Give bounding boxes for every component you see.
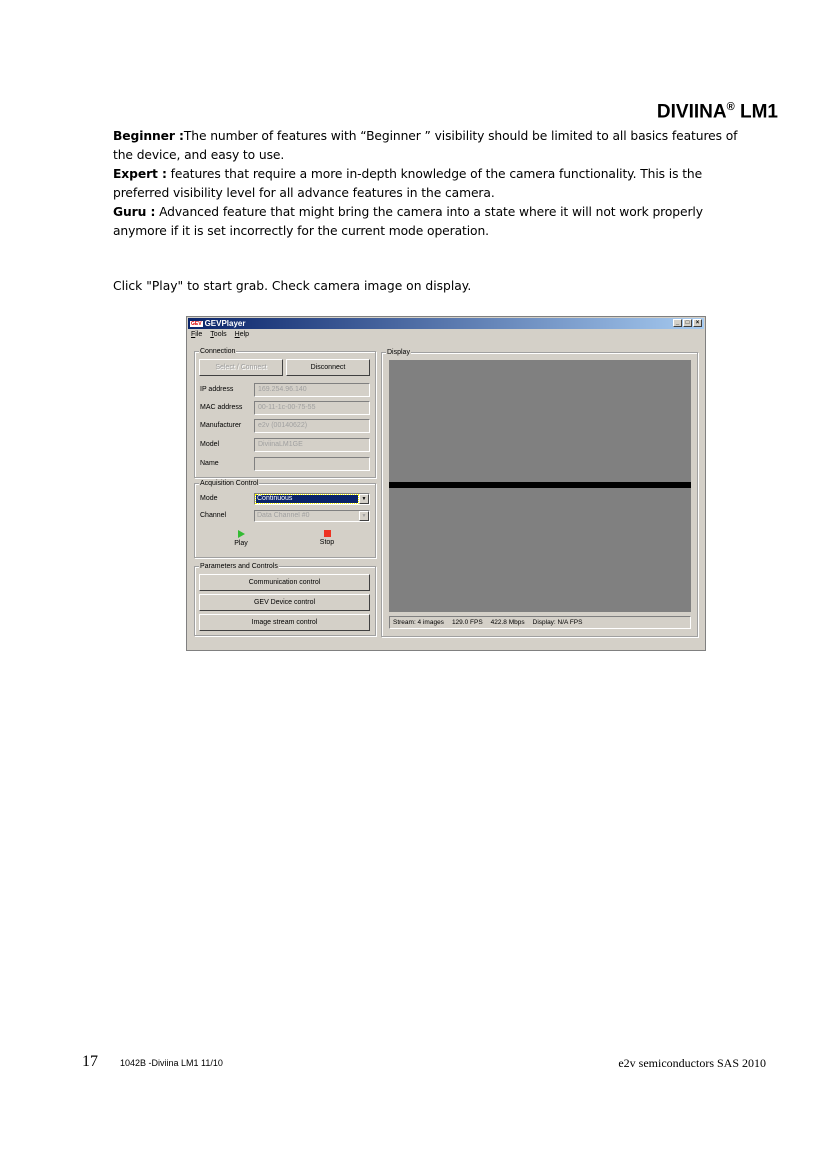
ip-address-label: IP address: [200, 386, 234, 393]
menu-tools[interactable]: Tools: [210, 331, 227, 338]
camera-line-image: [389, 482, 691, 488]
document-title: [657, 101, 778, 123]
paragraph-expert: [113, 165, 773, 203]
name-label: Name: [200, 460, 219, 467]
display-fps: Display: N/A FPS: [532, 619, 583, 626]
app-logo-icon: GEV: [191, 320, 202, 327]
title-text: DIVIINA: [656, 101, 727, 123]
close-button[interactable]: ×: [693, 319, 702, 327]
play-button[interactable]: [226, 530, 256, 547]
select-connect-button[interactable]: Select / Connect: [199, 359, 283, 376]
chevron-down-icon[interactable]: ▼: [359, 494, 369, 504]
parameters-controls-group: [194, 563, 376, 636]
manufacturer-label: Manufacturer: [200, 422, 242, 429]
paragraph-text: The number of features with “Beginner ” visibility should be limited to all basics features of: [183, 129, 738, 143]
play-icon: [238, 530, 245, 538]
acquisition-control-group: [194, 480, 376, 558]
name-field[interactable]: [254, 457, 370, 471]
window-title: GEVPlayer: [204, 319, 246, 328]
channel-select[interactable]: [254, 510, 370, 522]
stop-label: Stop: [319, 539, 335, 546]
copyright: e2v semiconductors SAS 2010: [618, 1056, 766, 1070]
channel-value: Data Channel #0: [257, 512, 310, 519]
mac-address-label: MAC address: [200, 404, 243, 411]
paragraph-beginner: [113, 127, 773, 165]
term-beginner: Beginner :: [113, 129, 184, 143]
page-number: 17: [82, 1053, 98, 1070]
stop-icon: [324, 530, 331, 537]
gev-device-control-button[interactable]: GEV Device control: [199, 594, 370, 611]
registered-mark: ®: [726, 101, 735, 113]
mac-address-field[interactable]: 00-11-1c-00-75-55: [254, 401, 370, 415]
mode-label: Mode: [200, 495, 218, 502]
mode-select[interactable]: [254, 493, 370, 505]
camera-image-display[interactable]: [389, 360, 691, 612]
menu-help[interactable]: Help: [234, 331, 250, 338]
manufacturer-field[interactable]: e2v (00140622): [254, 419, 370, 433]
term-guru: Guru :: [113, 205, 156, 219]
gevplayer-window: [186, 316, 706, 651]
communication-control-button[interactable]: Communication control: [199, 574, 370, 591]
paragraph-text: features that require a more in-depth knowledge of the camera functionality. This is the: [166, 167, 703, 181]
stop-button[interactable]: [312, 530, 342, 546]
model-field[interactable]: DiviinaLM1GE: [254, 438, 370, 452]
title-suffix: LM1: [734, 101, 778, 123]
connection-group-label: Connection: [200, 348, 236, 355]
stream-count: Stream: 4 images: [393, 619, 444, 626]
chevron-down-icon[interactable]: ▼: [359, 511, 369, 521]
document-reference: 1042B -Diviina LM1 11/10: [120, 1058, 223, 1068]
stream-fps: 129.0 FPS: [451, 619, 483, 626]
mode-value: Continuous: [256, 495, 358, 503]
paragraph-text: Advanced feature that might bring the camera into a state where it will not work properly: [155, 205, 703, 219]
menu-file[interactable]: File: [191, 331, 203, 338]
display-group-label: Display: [387, 349, 410, 356]
term-expert: Expert :: [113, 167, 167, 181]
title-bar[interactable]: [188, 318, 704, 329]
parameters-group-label: Parameters and Controls: [200, 563, 278, 570]
image-stream-control-button[interactable]: Image stream control: [199, 614, 370, 631]
menu-bar: [191, 331, 249, 338]
disconnect-button[interactable]: Disconnect: [286, 359, 370, 376]
play-label: Play: [234, 540, 248, 547]
paragraph-text: preferred visibility level for all advance features in the camera.: [113, 186, 495, 200]
acquisition-group-label: Acquisition Control: [200, 480, 259, 487]
ip-address-field[interactable]: 169.254.96.140: [254, 383, 370, 397]
model-label: Model: [200, 441, 220, 448]
paragraph-text: anymore if it is set incorrectly for the current mode operation.: [113, 224, 489, 238]
stream-bandwidth: 422.8 Mbps: [490, 619, 525, 626]
instruction-text: Click "Play" to start grab. Check camera image on display.: [113, 279, 472, 293]
paragraph-guru: [113, 203, 773, 241]
connection-group: [194, 348, 376, 478]
channel-label: Channel: [200, 512, 227, 519]
maximize-button[interactable]: □: [683, 319, 692, 327]
minimize-button[interactable]: _: [673, 319, 682, 327]
paragraph-text: the device, and easy to use.: [113, 148, 285, 162]
stream-status-bar: [389, 616, 691, 629]
